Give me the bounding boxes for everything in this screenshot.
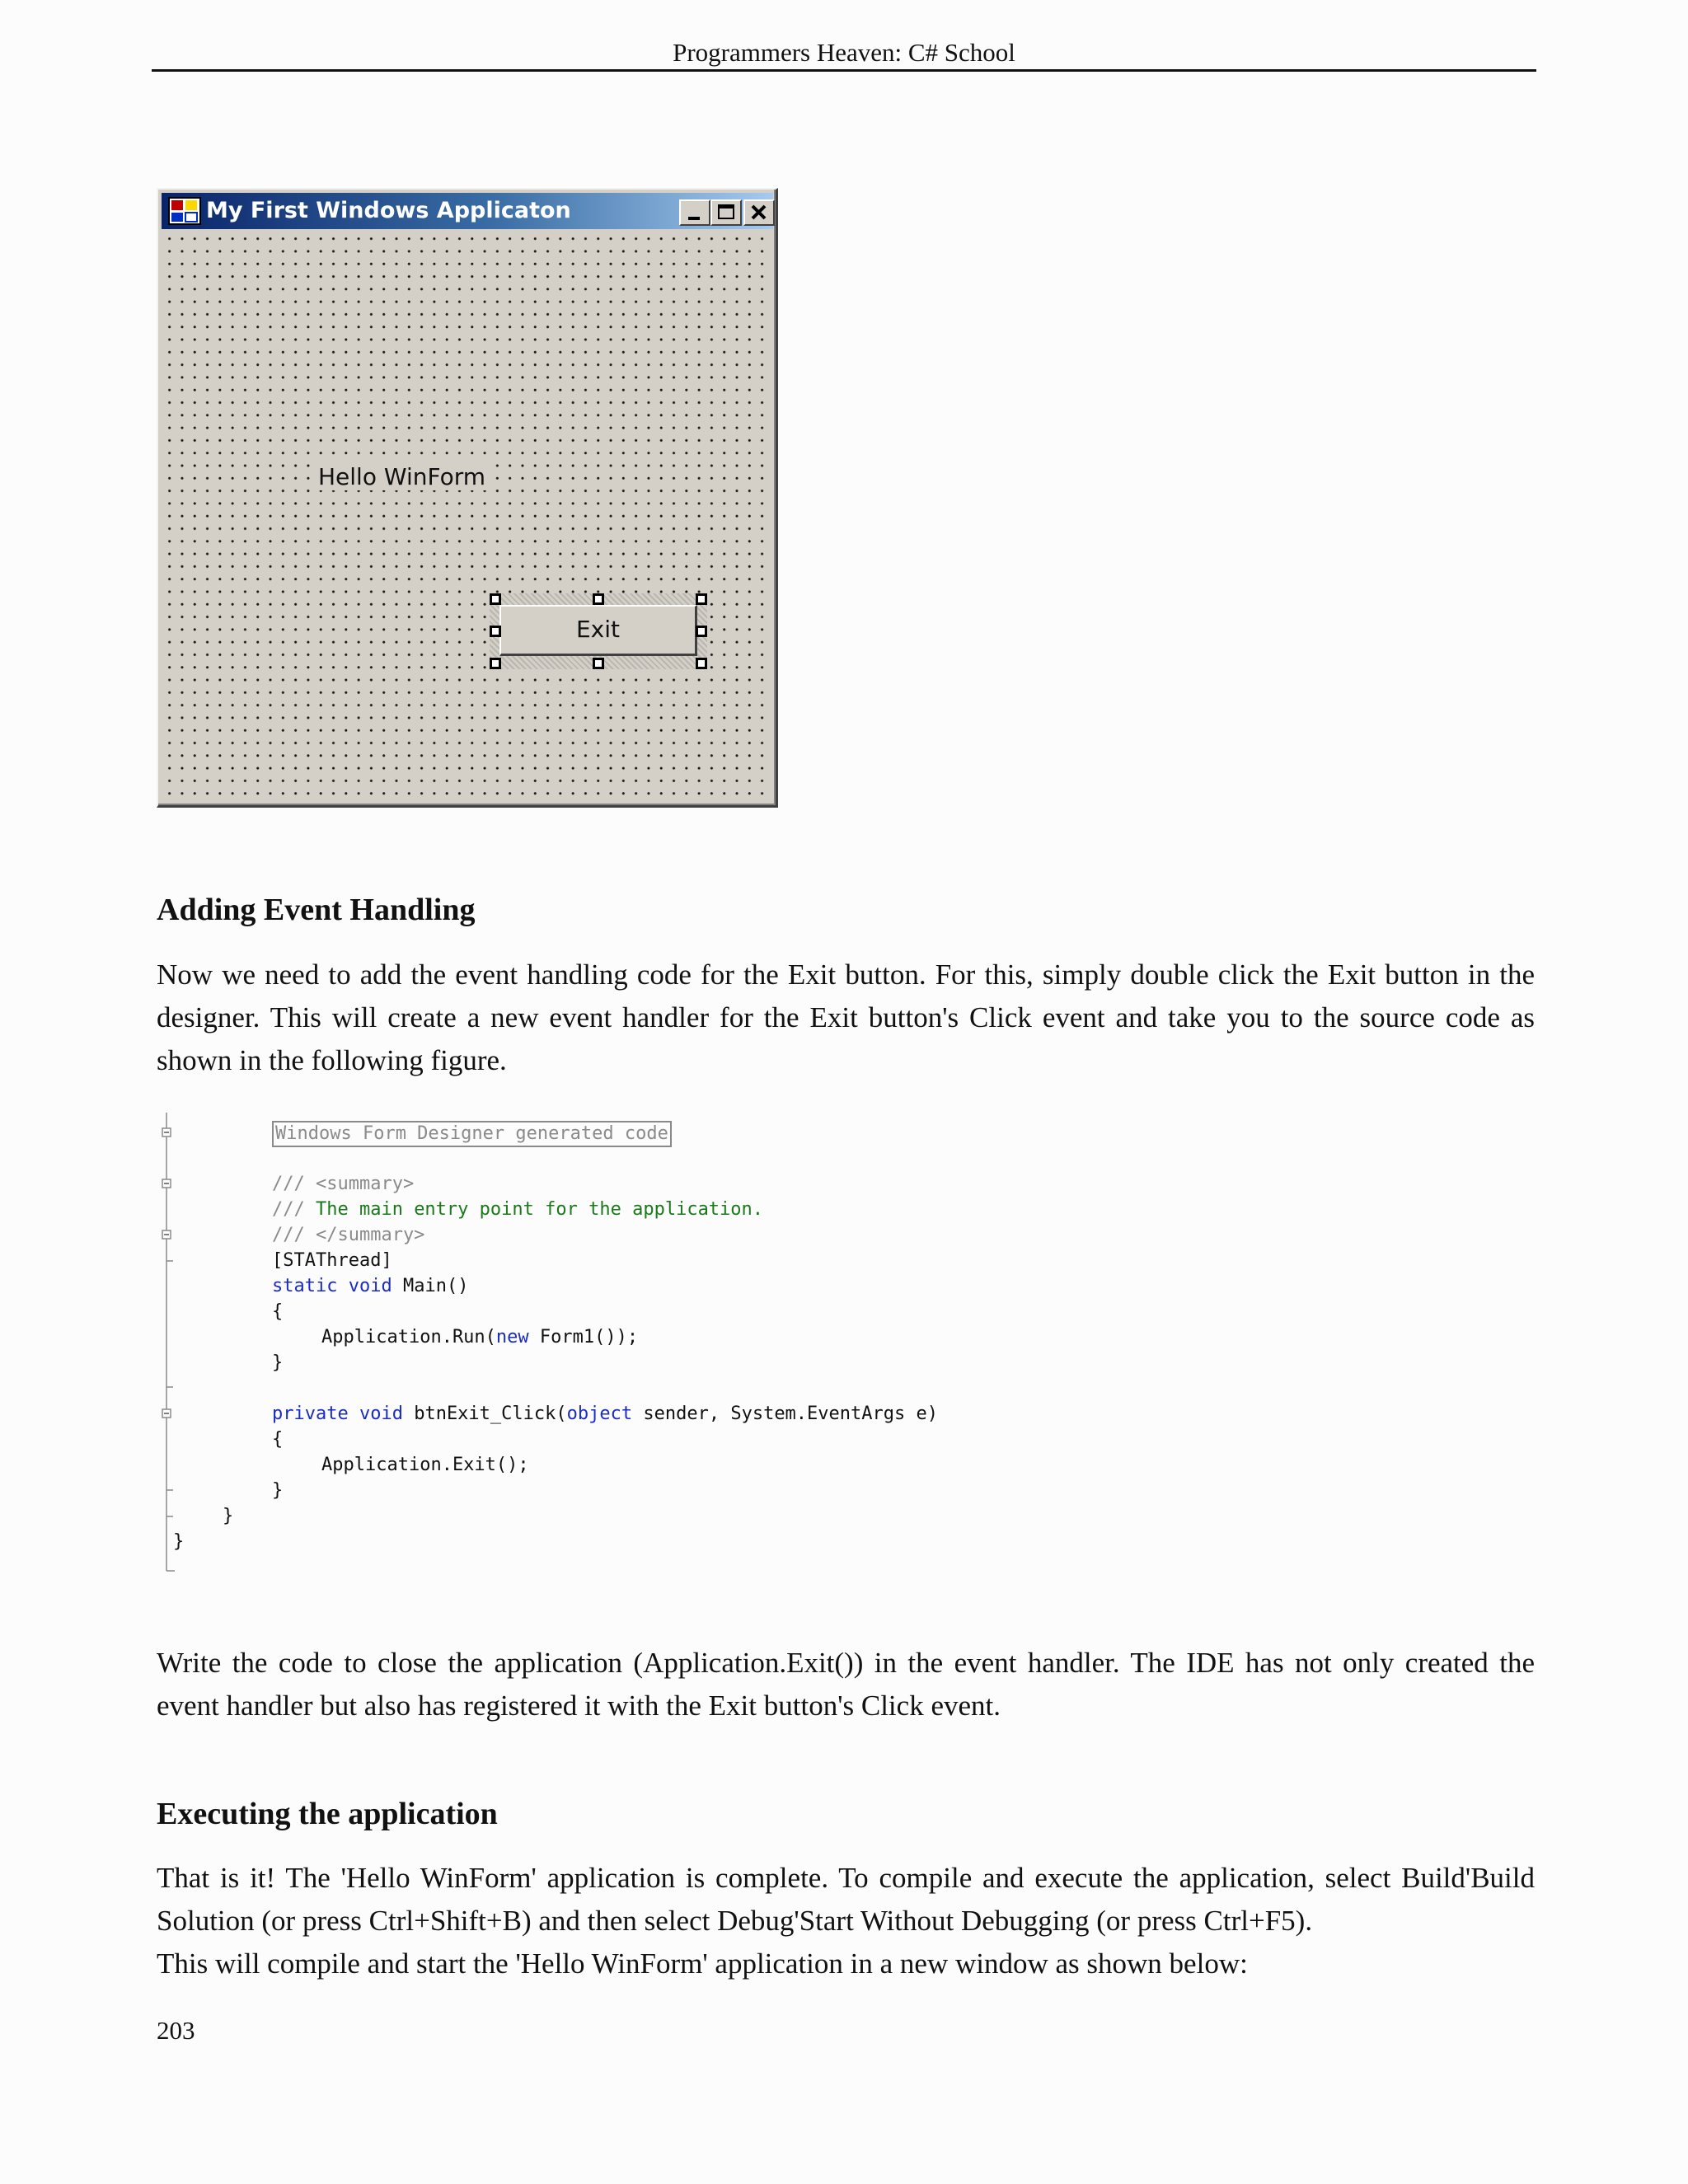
brace: }	[272, 1480, 284, 1501]
brace: }	[272, 1352, 284, 1373]
maximize-button[interactable]	[710, 199, 742, 226]
code-line	[272, 1274, 468, 1299]
collapsed-region[interactable]: Windows Form Designer generated code	[272, 1121, 672, 1147]
brace: }	[223, 1506, 234, 1526]
running-header: Programmers Heaven: C# School	[673, 38, 1015, 67]
resize-handle[interactable]	[490, 593, 501, 605]
app-form-icon	[168, 197, 201, 225]
resize-handle[interactable]	[696, 626, 707, 637]
section-heading-executing: Executing the application	[157, 1797, 498, 1831]
code-line	[321, 1453, 529, 1478]
resize-handle[interactable]	[593, 658, 604, 669]
close-icon	[745, 201, 773, 224]
header-rule	[152, 69, 1536, 72]
keyword: static	[272, 1276, 338, 1296]
collapse-icon[interactable]	[162, 1128, 171, 1137]
page-number: 203	[157, 2016, 195, 2045]
paragraph-executing: That is it! The 'Hello WinForm' application is complete. To compile and execute the application, select Build'Build Solution (or press Ctrl+Shift+B) and then select Debug'Start Without Debugging (or press Ctrl+F5).	[157, 1862, 1535, 1937]
code-editor-figure	[157, 1109, 1030, 1574]
code-line	[272, 1427, 283, 1452]
paragraph-after-code: Write the code to close the application (Application.Exit()) in the event handler. The IDE has not only created the event handler but also has registered it with the Exit button's Click event.	[157, 1647, 1535, 1722]
maximize-icon	[712, 201, 740, 224]
collapse-icon[interactable]	[162, 1409, 171, 1418]
close-button[interactable]	[743, 199, 775, 226]
statement: Form1());	[539, 1327, 639, 1347]
doc-comment-prefix: ///	[272, 1199, 316, 1220]
paragraph-event-handling: Now we need to add the event handling code for the Exit button. For this, simply double click the Exit button in the designer. This will create a new event handler for the Exit button's Click event and take you to the source code as shown in the following figure.	[157, 958, 1535, 1076]
code-line	[321, 1325, 638, 1350]
code-line	[272, 1479, 283, 1503]
section-heading-event-handling: Adding Event Handling	[157, 893, 476, 927]
form-design-surface[interactable]	[162, 231, 772, 801]
exit-button[interactable]: Exit	[499, 605, 697, 656]
resize-handle[interactable]	[490, 626, 501, 637]
code-line	[272, 1351, 283, 1376]
statement: Application.Exit();	[321, 1455, 529, 1475]
collapse-icon[interactable]	[162, 1179, 171, 1188]
code-line	[173, 1530, 184, 1554]
method-signature: Main()	[402, 1276, 469, 1296]
statement: Application.Run(	[321, 1327, 496, 1347]
brace: {	[272, 1301, 284, 1322]
resize-handle[interactable]	[490, 658, 501, 669]
collapse-icon[interactable]	[162, 1230, 171, 1239]
outline-gutter	[157, 1109, 181, 1574]
code-line	[272, 1197, 763, 1222]
method-signature: btnExit_Click(	[414, 1404, 567, 1424]
brace: }	[173, 1531, 185, 1552]
minimize-button[interactable]	[679, 199, 710, 226]
keyword: object	[566, 1404, 633, 1424]
brace: {	[272, 1429, 284, 1450]
keyword: private	[272, 1404, 349, 1424]
doc-comment-text: The main entry point for the application.	[315, 1199, 764, 1220]
code-line	[272, 1223, 424, 1248]
code-line	[272, 1402, 938, 1427]
window-titlebar[interactable]	[162, 193, 773, 229]
code-line	[223, 1504, 233, 1529]
paragraph-executing-line2: This will compile and start the 'Hello WinForm' application in a new window as shown below:	[157, 1947, 1248, 1980]
designer-form-window	[157, 188, 778, 808]
keyword: void	[359, 1404, 403, 1424]
code-line	[272, 1249, 392, 1273]
resize-handle[interactable]	[696, 658, 707, 669]
code-line	[272, 1172, 414, 1197]
doc-comment: /// <summary>	[272, 1174, 415, 1194]
keyword: new	[495, 1327, 529, 1347]
method-signature: sender, System.EventArgs e)	[643, 1404, 938, 1424]
resize-handle[interactable]	[593, 593, 604, 605]
minimize-icon	[681, 201, 709, 224]
resize-handle[interactable]	[696, 593, 707, 605]
hello-winform-label[interactable]: Hello WinForm	[318, 463, 485, 490]
doc-comment: /// </summary>	[272, 1225, 425, 1245]
code-line	[272, 1300, 283, 1324]
attribute-text: [STAThread]	[272, 1250, 392, 1271]
keyword: void	[348, 1276, 392, 1296]
window-title: My First Windows Applicaton	[206, 198, 571, 223]
